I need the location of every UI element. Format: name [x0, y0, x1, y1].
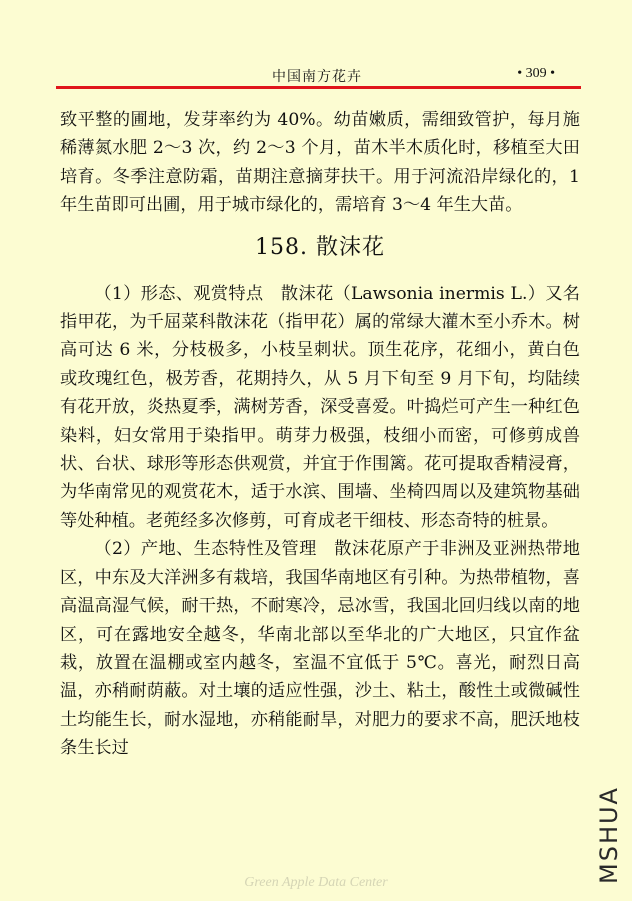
running-head [56, 66, 581, 86]
page-body [60, 106, 580, 763]
paragraph-ecology: （2）产地、生态特性及管理 散沫花原产于非洲及亚洲热带地区，中东及大洋洲多有栽培，我国华南地区有引种。为热带植物，喜高温高湿气候，耐干热，不耐寒冷，忌冰雪，我国北回归线以南的地区，可在露地安全越冬，华南北部以至华北的广大地区，只宜作盆栽，放置在温棚或室内越冬，室温不宜低于 5℃。喜光，耐烈日高温，亦稍耐荫蔽。对土壤的适应性强，沙土、粘土，酸性土或微碱性土均能生长，耐水湿地，亦稍能耐旱，对肥力的要求不高，肥沃地枝条生长过 [60, 539, 580, 759]
side-watermark: MSHUA [595, 786, 623, 884]
page-number: • 309 • [517, 66, 555, 81]
section-title: 158. 散沫花 [255, 234, 385, 260]
book-title: 中国南方花卉 [272, 69, 362, 85]
footer-watermark: Green Apple Data Center [244, 875, 388, 890]
header-rule [56, 86, 581, 89]
paragraph-continued: 致平整的圃地，发芽率约为 40%。幼苗嫩质，需细致管护，每月施稀薄氮水肥 2～3 次，约 2～3 个月，苗木半木质化时，移植至大田培育。冬季注意防霜，苗期注意摘芽扶干。用于河流沿岸绿化的，1 年生苗即可出圃，用于城市绿化的，需培育 3～4 年生大苗。 [60, 110, 580, 216]
paragraph-morphology: （1）形态、观赏特点 散沫花（Lawsonia inermis L.）又名指甲花，为千屈菜科散沫花（指甲花）属的常绿大灌木至小乔木。树高可达 6 米，分枝极多，小枝呈刺状。顶生花序，花细小，黄白色或玫瑰红色，极芳香，花期持久，从 5 月下旬至 9 月下旬，均陆续有花开放，炎热夏季，满树芳香，深受喜爱。叶捣烂可产生一种红色染料，妇女常用于染指甲。萌芽力极强，枝细小而密，可修剪成兽状、台状、球形等形态供观赏，并宜于作围篱。花可提取香精浸膏，为华南常见的观赏花木，适于水滨、围墙、坐椅四周以及建筑物基础等处种植。老蔸经多次修剪，可育成老干细枝、形态奇特的桩景。 [60, 283, 580, 531]
